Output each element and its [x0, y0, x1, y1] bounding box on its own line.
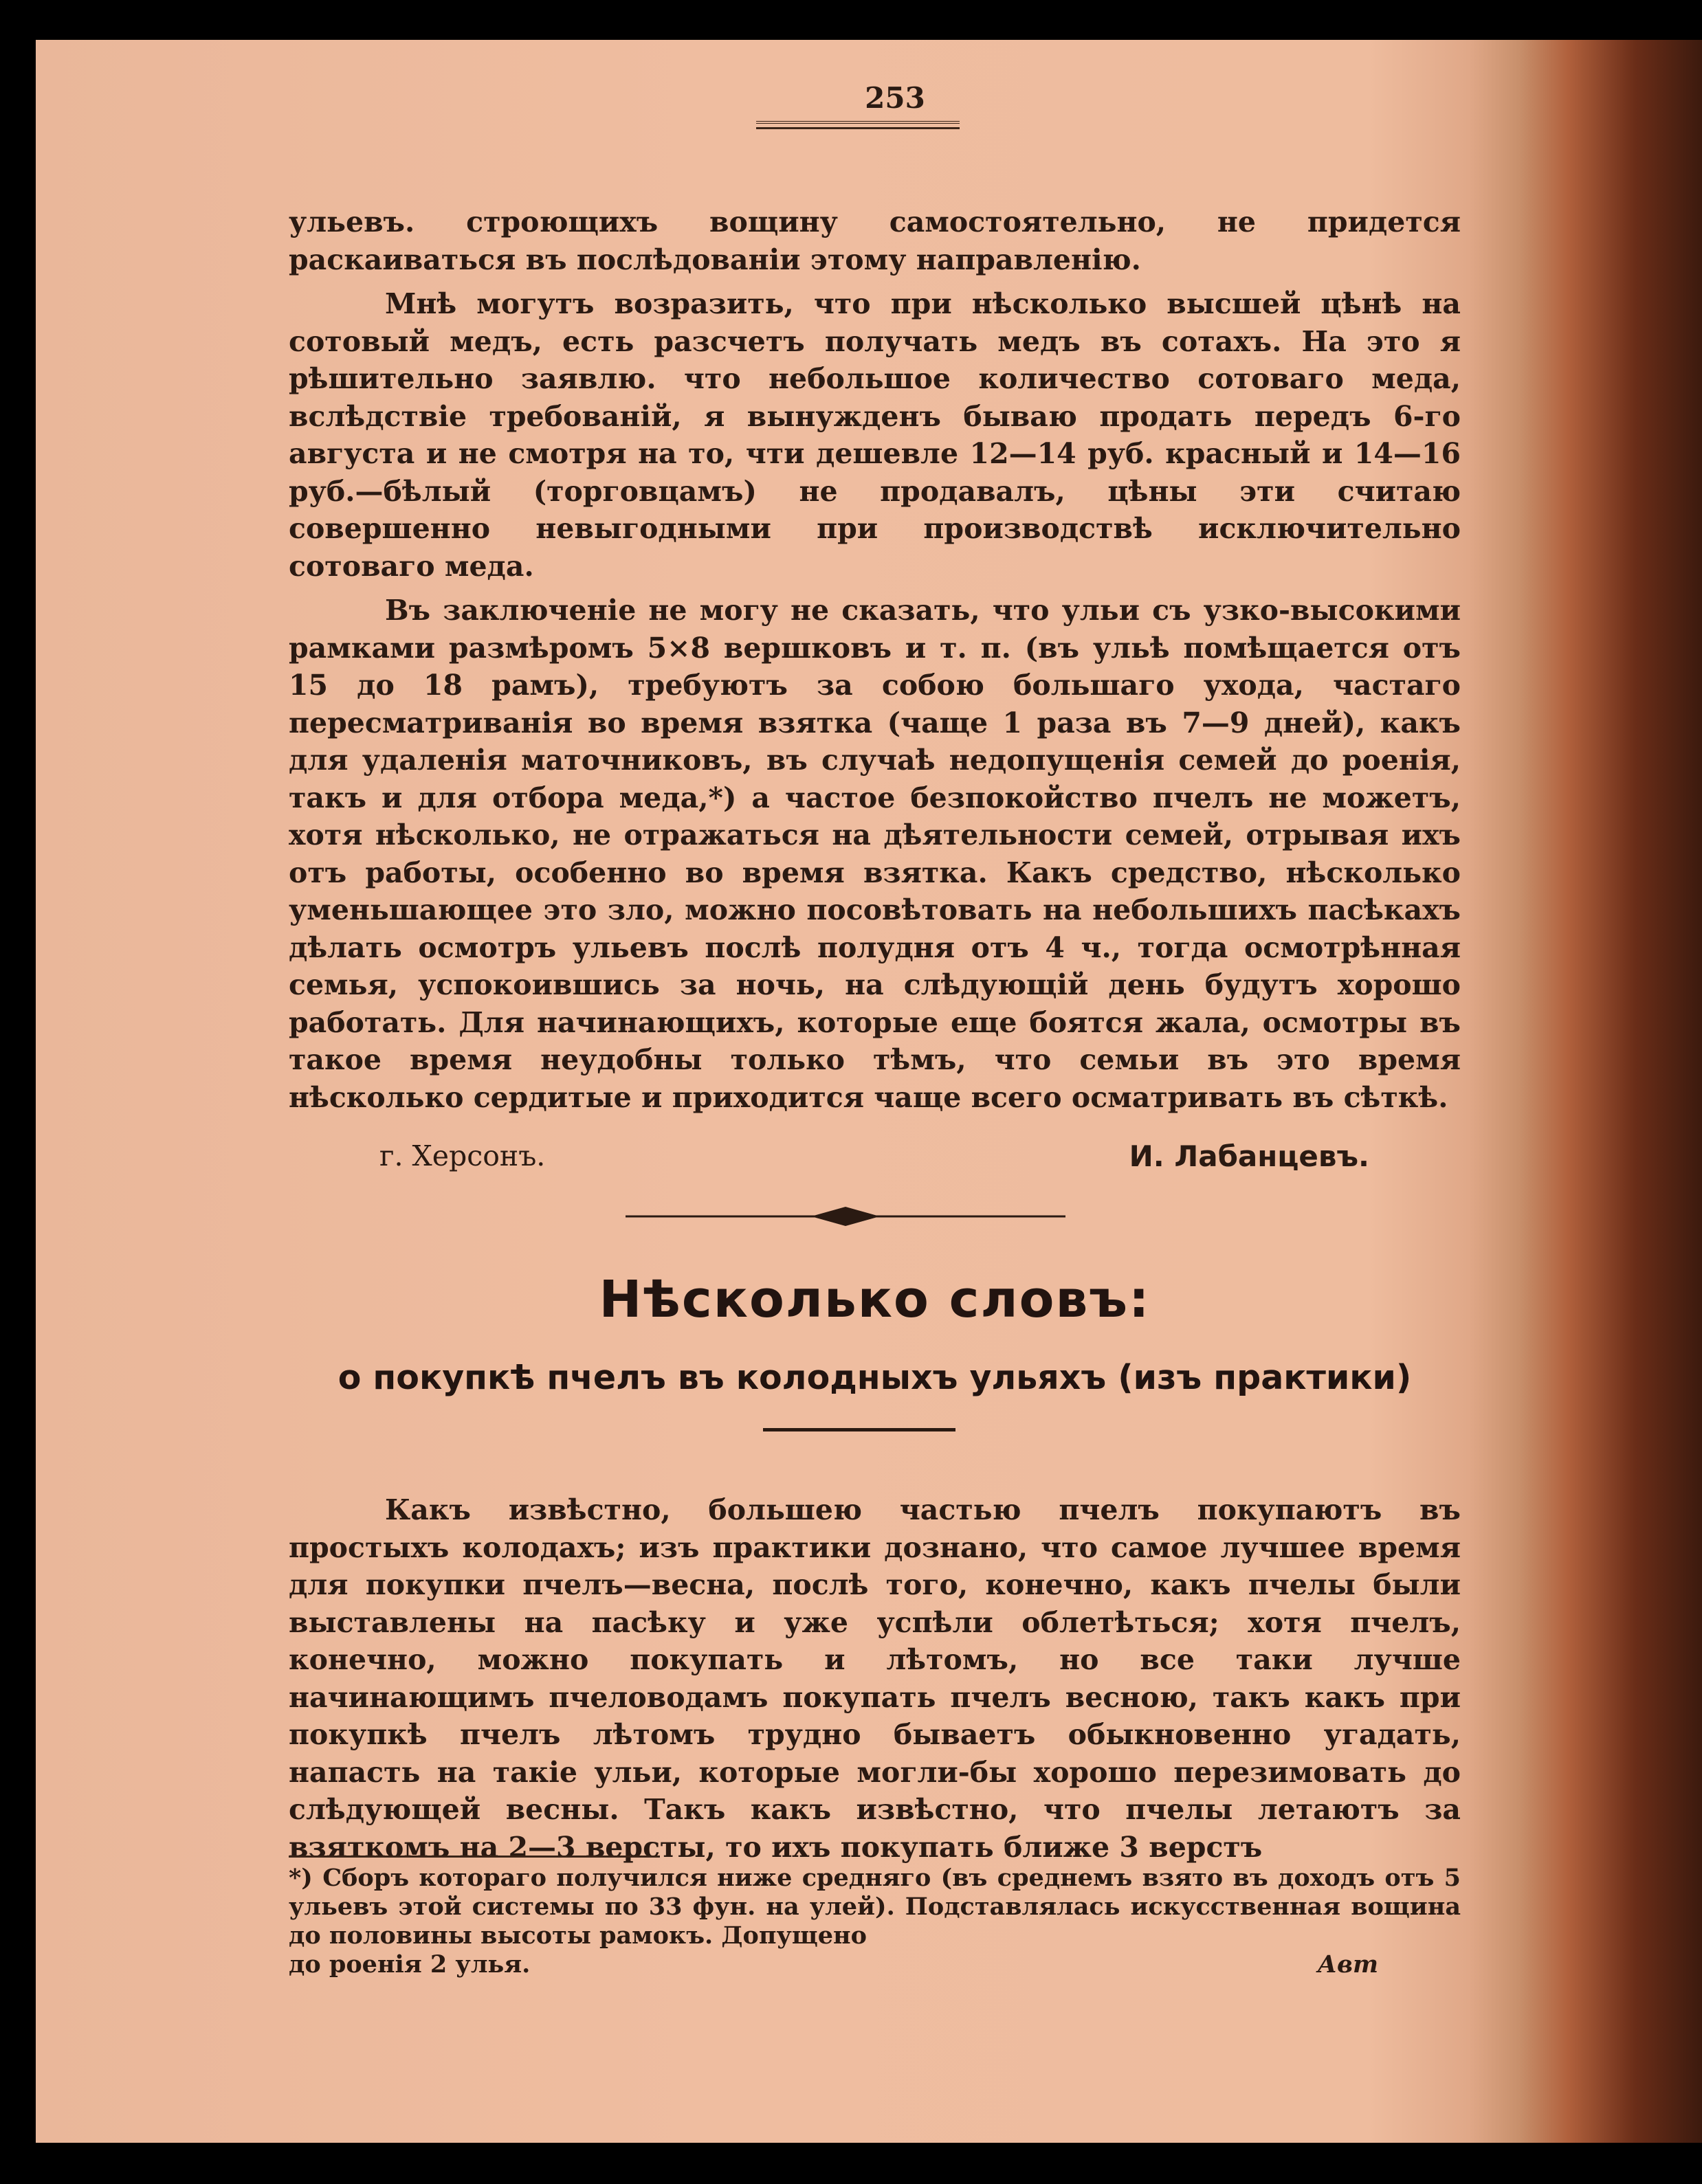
article-subtitle: о покупкѣ пчелъ въ колодныхъ ульяхъ (изъ практики) [338, 1358, 1412, 1397]
body-text-top [289, 203, 1461, 1116]
article-body [289, 1491, 1461, 1866]
paragraph-prices: Мнѣ могутъ возразить, что при нѣсколько высшей цѣнѣ на сотовый медъ, есть разсчетъ получать медъ въ сотахъ. На это я рѣшительно заявлю. что небольшое количество сотоваго меда, вслѣдствіе требованій, я вынужденъ бываю продать передъ 6-го августа и не смотря на то, чти дешевле 12—14 руб. красный и 14—16 руб.—бѣлый (торговцамъ) не продавалъ, цѣны эти считаю совершенно невыгодными при производствѣ исключительно сотоваго меда. [289, 287, 1461, 583]
page-content [36, 40, 1514, 2143]
article-title: Нѣсколько словъ: [599, 1270, 1151, 1329]
ornament-divider [626, 1203, 1065, 1230]
footnote-rule [289, 1856, 660, 1858]
footnote-tail-row [289, 1950, 1461, 1979]
signature-place: г. Херсонъ. [379, 1139, 546, 1172]
signature-author: И. Лабанцевъ. [1129, 1139, 1369, 1173]
page-number-rule [756, 121, 960, 129]
footnote [289, 1864, 1461, 1979]
opening-paragraph: ульевъ. строющихъ вощину самостоятельно, не придется раскаиваться въ послѣдованіи этому направленію. [289, 205, 1461, 276]
page-number: 253 [865, 81, 925, 115]
scanned-page [36, 40, 1702, 2143]
signature-row [379, 1139, 1369, 1173]
footnote-text: *) Сборъ котораго получился ниже средняго (въ среднемъ взято въ доходъ отъ 5 ульевъ этой системы по 33 фун. на улей). Подставлялась искусственная вощина до половины высоты рамокъ. Допущено [289, 1864, 1461, 1950]
footnote-author: Авт [1317, 1950, 1378, 1979]
paragraph-conclusion: Въ заключеніе не могу не сказать, что ульи съ узко-высокими рамками размѣромъ 5×8 вершковъ и т. п. (въ ульѣ помѣщается отъ 15 до 18 рамъ), требуютъ за собою большаго ухода, частаго пересматриванія во время взятка (чаще 1 раза въ 7—9 дней), какъ для удаленія маточниковъ, въ случаѣ недопущенія семей до роенія, такъ и для отбора меда,*) а частое безпокойство пчелъ не можетъ, хотя нѣсколько, не отражаться на дѣятельности семей, отрывая ихъ отъ работы, особенно во время взятка. Какъ средство, нѣсколько уменьшающее это зло, можно посовѣтовать на небольшихъ пасѣкахъ дѣлать осмотръ ульевъ послѣ полудня отъ 4 ч., тогда осмотрѣнная семья, успокоившись за ночь, на слѣдующій день будутъ хорошо работать. Для начинающихъ, которые еще боятся жала, осмотры въ такое время неудобны только тѣмъ, что семьи въ это время нѣсколько сердитые и приходится чаще всего осматривать въ сѣткѣ. [289, 594, 1461, 1114]
footnote-tail: до роенія 2 улья. [289, 1950, 531, 1979]
article-body-paragraph: Какъ извѣстно, большею частью пчелъ покупаютъ въ простыхъ колодахъ; изъ практики дознано, что самое лучшее время для покупки пчелъ—весна, послѣ того, конечно, какъ пчелы были выставлены на пасѣку и уже успѣли облетѣться; хотя пчелъ, конечно, можно покупать и лѣтомъ, но все таки лучше начинающимъ пчеловодамъ покупать пчелъ весною, такъ какъ при покупкѣ пчелъ лѣтомъ трудно бываетъ обыкновенно угадать, напасть на такіе ульи, которые могли-бы хорошо перезимовать до слѣдующей весны. Такъ какъ извѣстно, что пчелы летаютъ за взяткомъ на 2—3 версты, то ихъ покупать ближе 3 верстъ [289, 1493, 1461, 1864]
title-rule [763, 1428, 955, 1431]
